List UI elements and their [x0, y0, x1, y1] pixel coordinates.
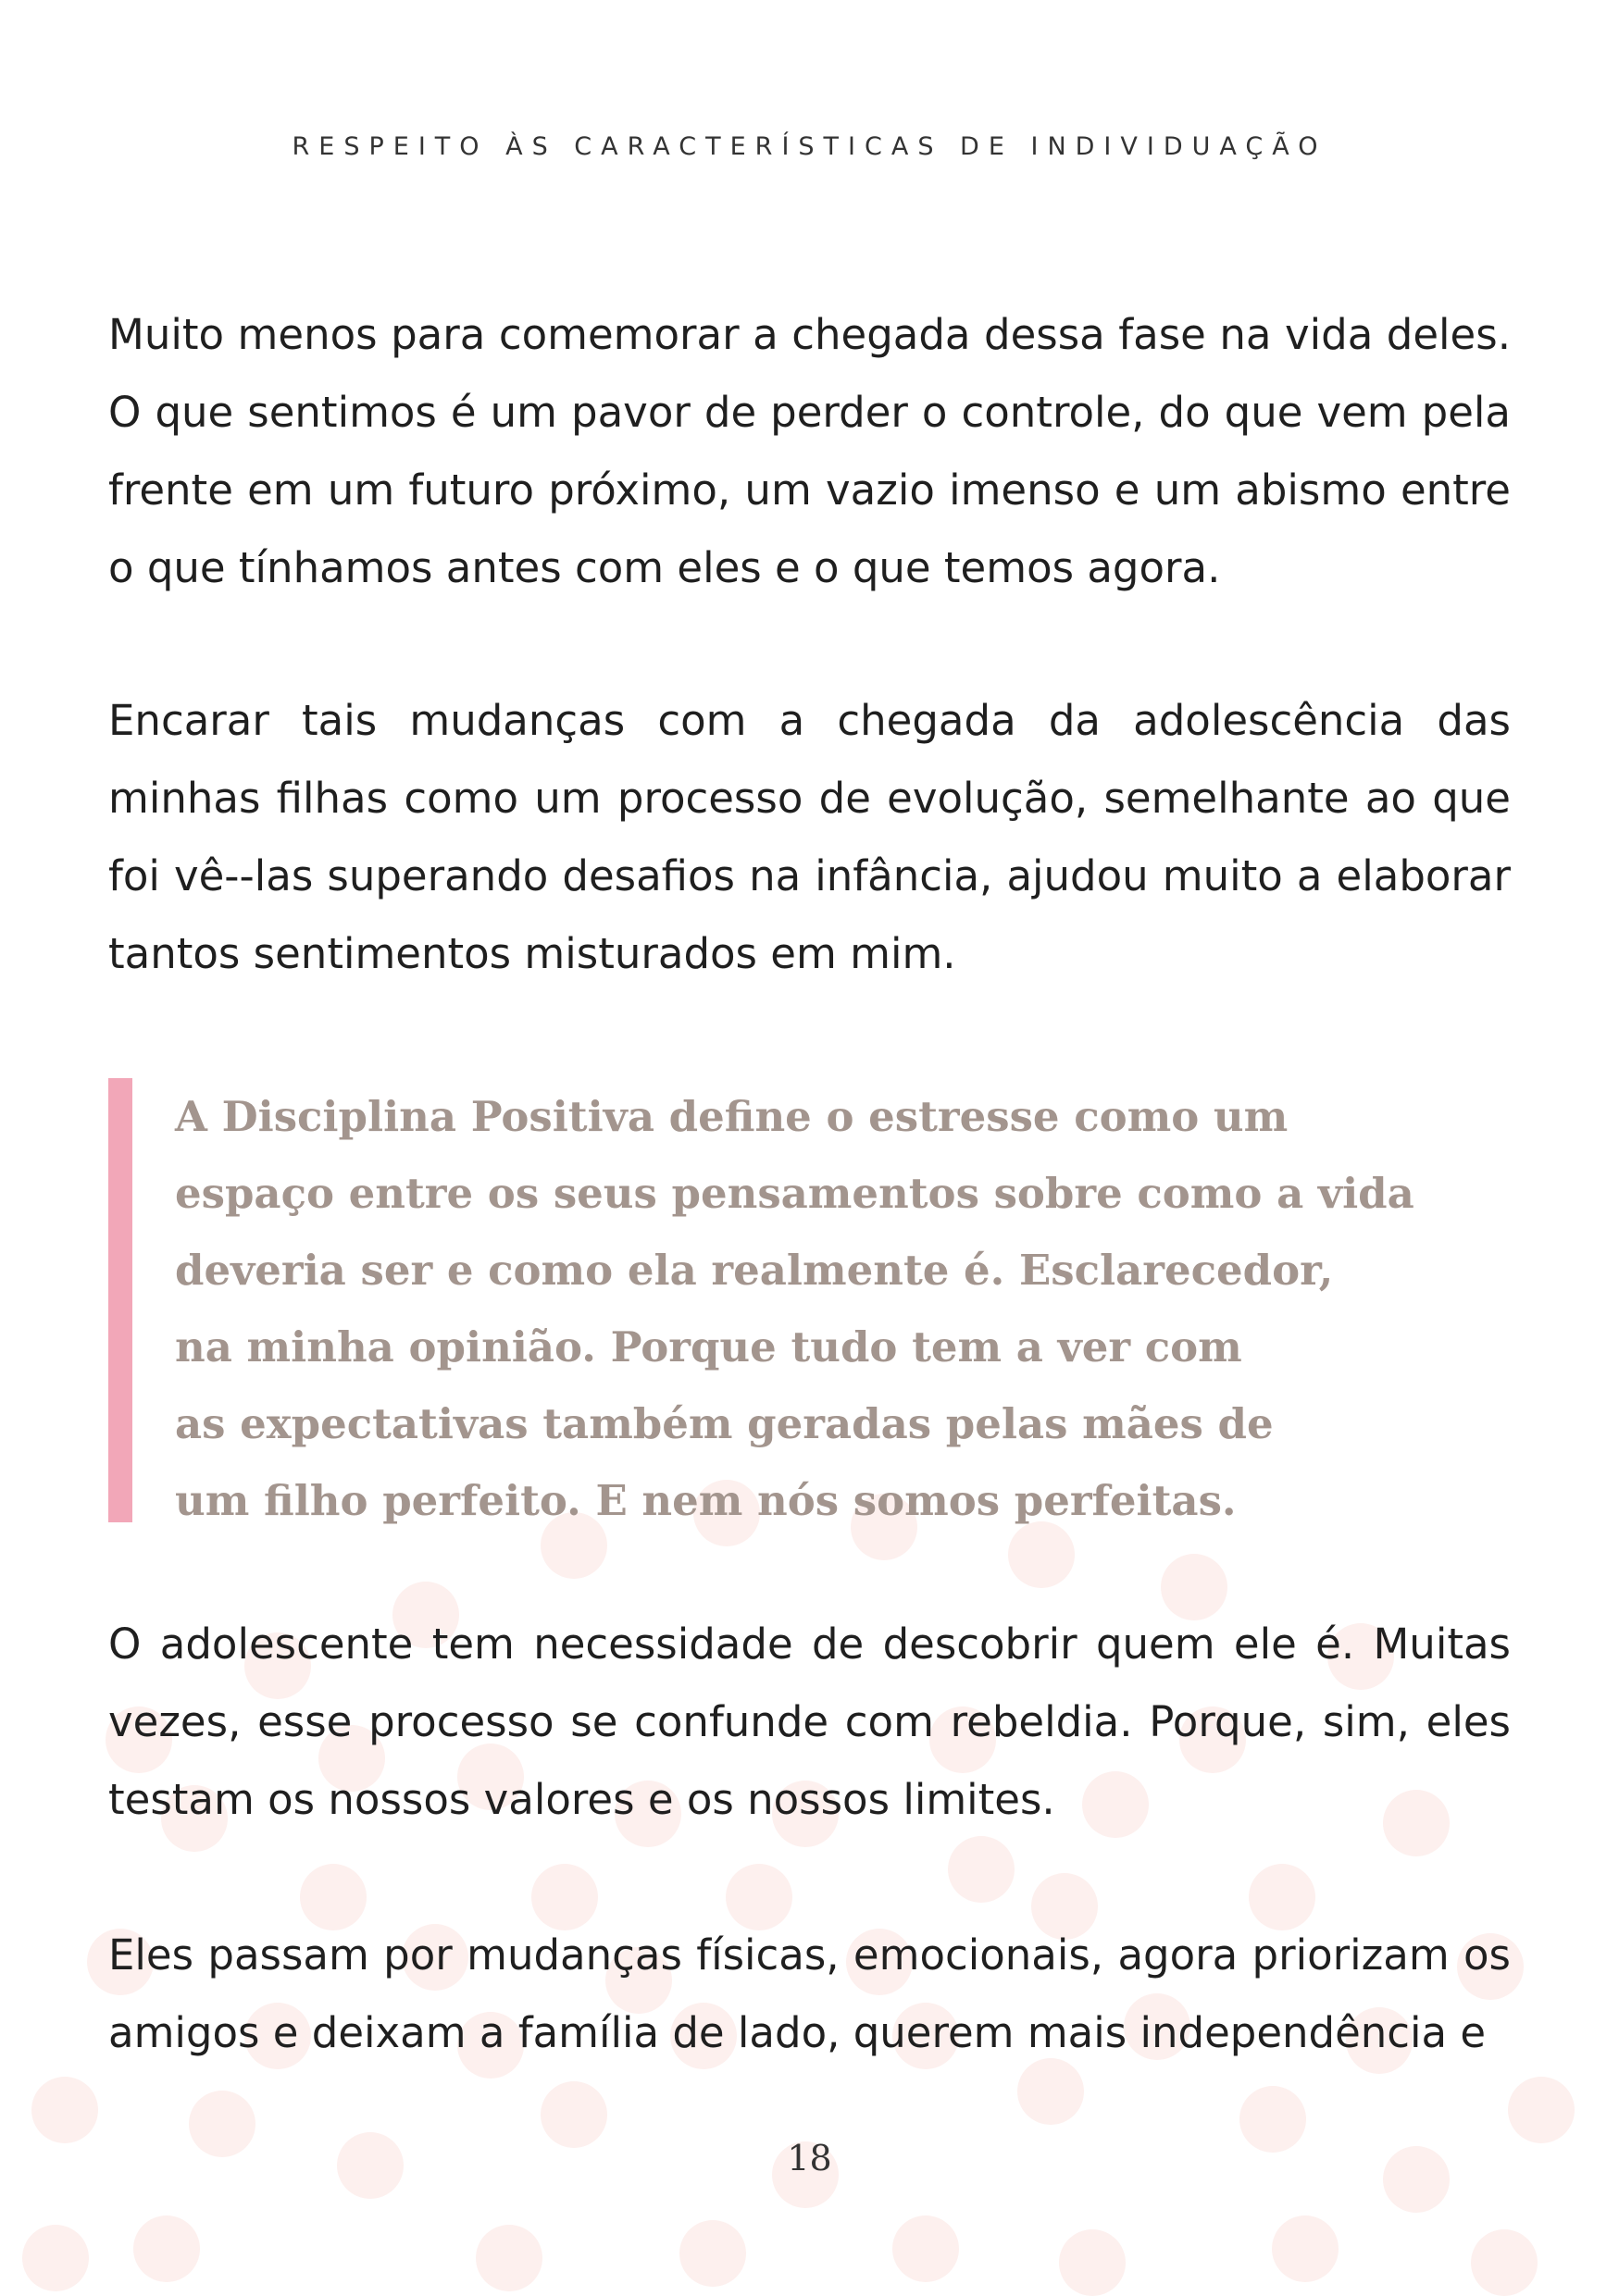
- decorative-dot: [31, 2077, 98, 2143]
- paragraph-2: Encarar tais mudanças com a chegada da adolescência das minhas filhas como um processo de evolução, semelhante ao que foi vê--las superando desafios na infância, ajudou muito a elaborar tantos sentimentos misturados em mim.: [108, 696, 1511, 978]
- paragraph-3: O adolescente tem necessidade de descobrir quem ele é. Muitas vezes, esse processo se confunde com rebeldia. Porque, sim, eles testam os nossos valores e os nossos limites.: [108, 1620, 1511, 1824]
- quote-text: A Disciplina Positiva define o estresse como um espaço entre os seus pensamentos sobre como a vida deveria ser e como ela realmente é. Esclarecedor, na minha opinião. Porque tudo tem a ver com as expectativas também geradas pelas mães de um filho perfeito. E nem nós somos perfeitas.: [175, 1092, 1414, 1525]
- decorative-dot: [1471, 2229, 1538, 2296]
- decorative-dot: [948, 1836, 1015, 1903]
- paragraph-1: Muito menos para comemorar a chegada dessa fase na vida deles. O que sentimos é um pavor de perder o controle, do que vem pela frente em um futuro próximo, um vazio imenso e um abismo entre o que tínhamos antes com eles e o que temos agora.: [108, 310, 1511, 592]
- decorative-dot: [1272, 2215, 1339, 2282]
- decorative-dot: [22, 2225, 89, 2291]
- decorative-dot: [476, 2225, 542, 2291]
- decorative-dot: [133, 2215, 200, 2282]
- decorative-dot: [1059, 2229, 1126, 2296]
- pull-quote: [108, 1078, 1497, 1525]
- page-number: 18: [787, 2138, 832, 2178]
- running-header: RESPEITO ÀS CARACTERÍSTICAS DE INDIVIDUAÇÃO: [292, 132, 1327, 161]
- decorative-dot: [679, 2220, 746, 2287]
- quote-accent-bar: [108, 1078, 132, 1522]
- decorative-dot: [892, 2215, 959, 2282]
- paragraph-4: Eles passam por mudanças físicas, emocionais, agora priorizam os amigos e deixam a família de lado, querem mais independência e: [108, 1930, 1511, 2057]
- decorative-dot: [1508, 2077, 1575, 2143]
